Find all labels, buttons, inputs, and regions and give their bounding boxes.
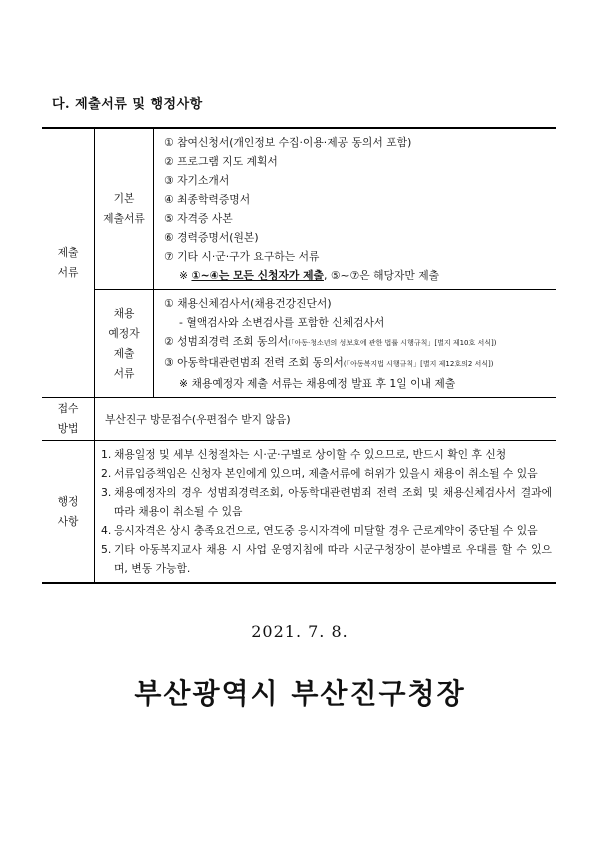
list-item [164, 332, 550, 353]
admin-note-item [101, 464, 552, 483]
submission-category-cell [42, 128, 95, 398]
admin-category-cell [42, 441, 95, 584]
subcategory-label: 제출 [113, 346, 135, 360]
hire-documents-list [154, 290, 557, 398]
list-item: ① 채용신체검사서(채용건강진단서) [164, 297, 332, 310]
note-mark: ※ [179, 269, 192, 282]
basic-documents-note [164, 266, 550, 285]
reception-category-cell [42, 398, 95, 441]
admin-note-item [101, 521, 552, 540]
admin-note-item [101, 445, 552, 464]
note-number: 2. [101, 467, 112, 480]
reception-row [42, 398, 556, 441]
admin-row [42, 441, 556, 584]
category-label: 제출 [57, 246, 79, 259]
note-number: 4. [101, 524, 112, 537]
list-item: ⑥ 경력증명서(원본) [164, 231, 259, 244]
list-item: ⑦ 기타 시·군·구가 요구하는 서류 [164, 250, 320, 263]
note-text: 응시자격은 상시 충족요건으로, 연도중 응시자격에 미달할 경우 근로계약이 중단될 수 있음 [114, 524, 538, 537]
basic-documents-label-cell [95, 128, 154, 290]
issuing-organization: 부산광역시 부산진구청장 [134, 677, 466, 710]
subcategory-label: 서류 [113, 366, 135, 380]
list-item-text: ② 성범죄경력 조회 동의서 [164, 335, 289, 348]
submission-table [42, 127, 556, 584]
list-item: ④ 최종학력증명서 [164, 193, 251, 206]
list-item [164, 353, 550, 374]
note-text: , ⑤~⑦은 해당자만 제출 [323, 269, 440, 282]
note-number: 3. [101, 486, 112, 499]
admin-note-item [101, 540, 552, 578]
list-subitem: - 혈액검사와 소변검사를 포함한 신체검사서 [179, 316, 385, 329]
note-text: 기타 아동복지교사 채용 시 사업 운영지침에 따라 시군구청장이 분야별로 우대를 할 수 있으며, 변동 가능함. [114, 543, 552, 575]
admin-note-item [101, 483, 552, 521]
note-number: 5. [101, 543, 112, 556]
category-label: 접수 [57, 402, 79, 415]
admin-notes [95, 441, 557, 584]
list-item-text: ③ 아동학대관련범죄 전력 조회 동의서 [164, 356, 344, 369]
subcategory-label: 기본 [113, 192, 135, 205]
basic-documents-row [42, 128, 556, 290]
legal-reference: (「아동복지법 시행규칙」[별지 제12호의2 서식]) [343, 360, 494, 368]
legal-reference: (「아동·청소년의 성보호에 관한 법률 시행규칙」[별지 제10호 서식]) [288, 339, 497, 347]
list-item: ① 참여신청서(개인정보 수집·이용·제공 동의서 포함) [164, 136, 412, 149]
note-number: 1. [101, 448, 112, 461]
note-text: 서류입증책임은 신청자 본인에게 있으며, 제출서류에 허위가 있을시 채용이 취소될 수 있음 [114, 467, 538, 480]
category-label: 행정 [57, 494, 79, 508]
list-item: ② 프로그램 지도 계획서 [164, 155, 278, 168]
subcategory-label: 예정자 [108, 326, 140, 340]
category-label: 서류 [57, 266, 79, 279]
document-date: 2021. 7. 8. [251, 622, 349, 641]
hire-documents-row [42, 290, 556, 398]
note-text: 채용예정자의 경우 성범죄경력조회, 아동학대관련범죄 전력 조회 및 채용신체검사서 결과에 따라 채용이 취소될 수 있음 [114, 486, 552, 518]
section-title: 다. 제출서류 및 행정사항 [52, 97, 203, 112]
subcategory-label: 제출서류 [103, 212, 145, 225]
hire-documents-note: ※ 채용예정자 제출 서류는 채용예정 발표 후 1일 이내 제출 [179, 377, 456, 390]
list-item: ③ 자기소개서 [164, 174, 230, 187]
reception-text: 부산진구 방문접수(우편접수 받지 않음) [95, 398, 557, 441]
category-label: 방법 [57, 422, 79, 435]
subcategory-label: 채용 [113, 306, 135, 320]
note-emphasis: ①~④는 모든 신청자가 제출 [191, 269, 324, 282]
note-text: 채용일정 및 세부 신청절차는 시·군·구별로 상이할 수 있으므로, 반드시 확인 후 신청 [114, 448, 507, 461]
list-item: ⑤ 자격증 사본 [164, 212, 233, 225]
basic-documents-list [154, 128, 557, 290]
hire-documents-label-cell [95, 290, 154, 398]
category-label: 사항 [57, 514, 79, 528]
